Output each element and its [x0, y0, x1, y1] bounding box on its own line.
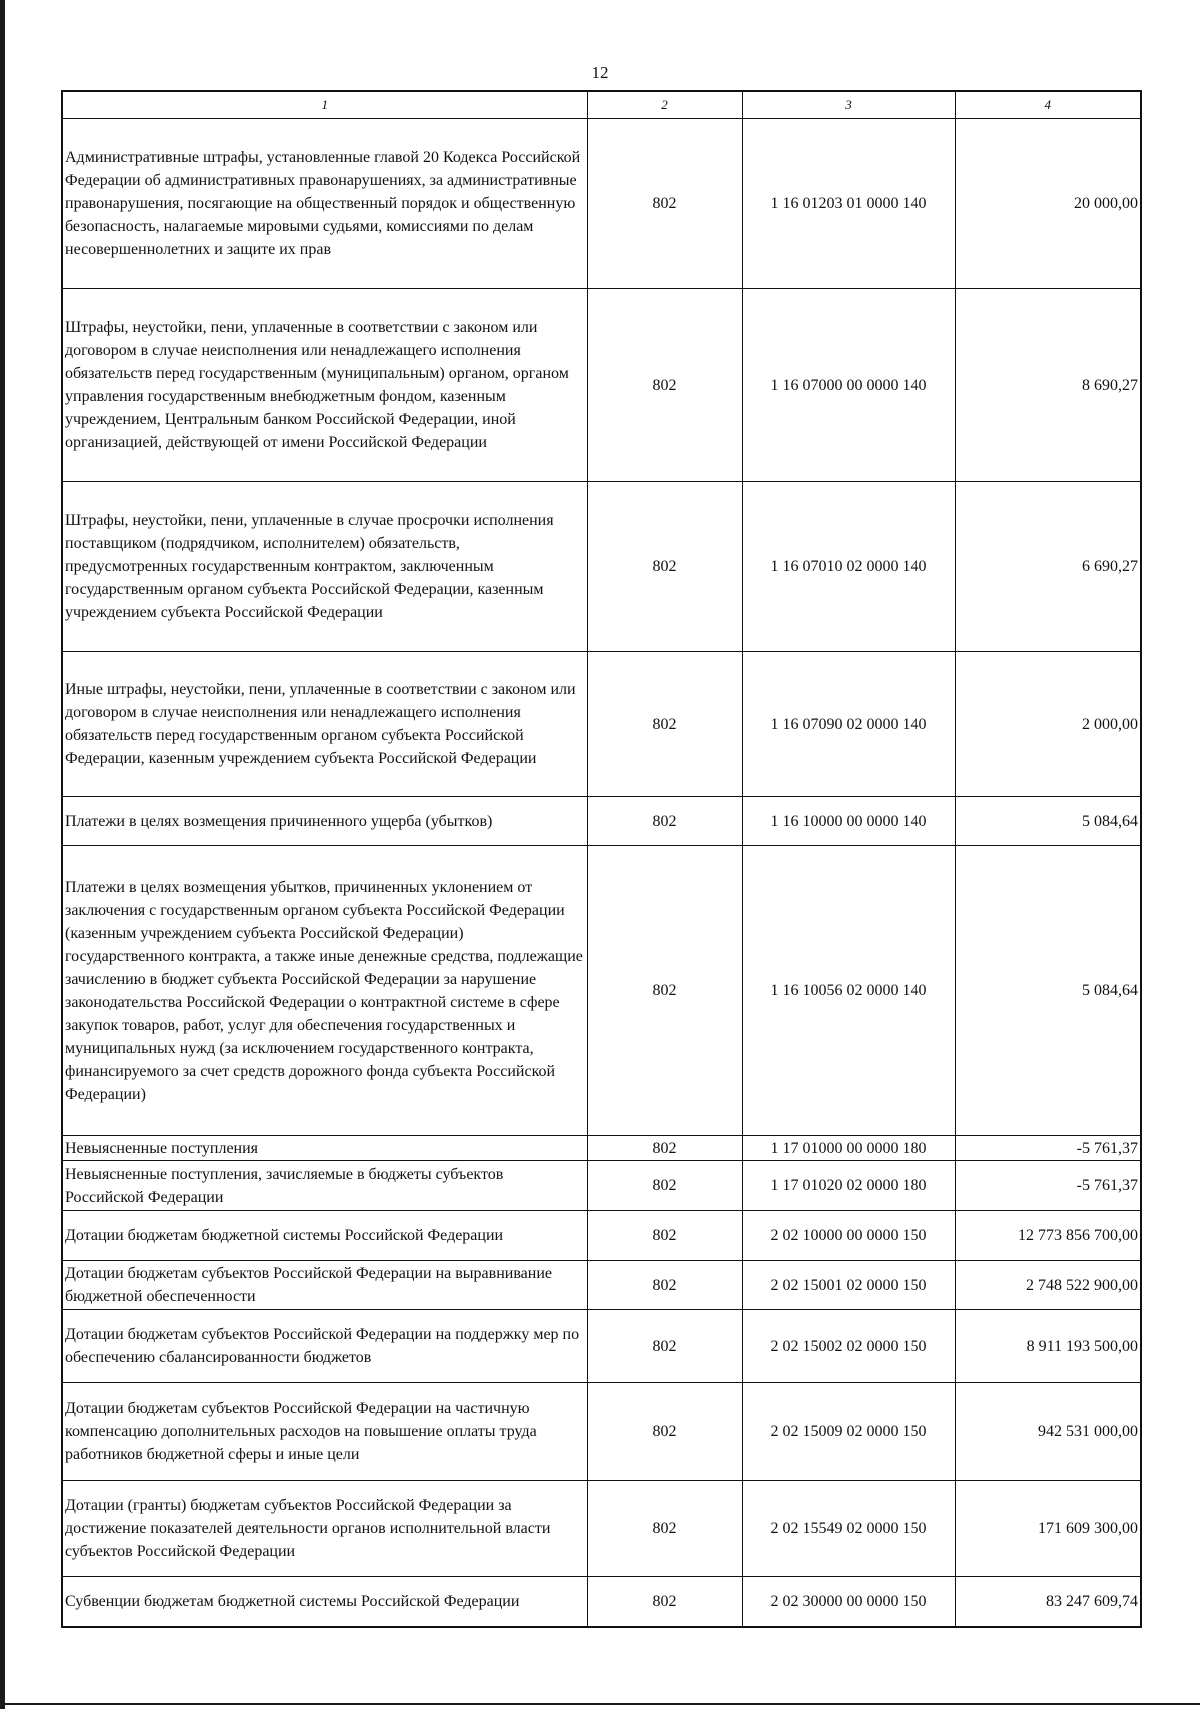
budget-classification-code: 2 02 15009 02 0000 150	[742, 1383, 955, 1481]
budget-classification-code: 2 02 15549 02 0000 150	[742, 1481, 955, 1577]
income-name: Дотации (гранты) бюджетам субъектов Российской Федерации за достижение показателей деятельности органов исполнительной власти субъектов Российской Федерации	[62, 1481, 587, 1577]
budget-classification-code: 1 16 10056 02 0000 140	[742, 846, 955, 1136]
admin-code: 802	[587, 289, 742, 482]
admin-code: 802	[587, 119, 742, 289]
table-row	[62, 1261, 1141, 1310]
amount: 2 000,00	[955, 652, 1141, 797]
table-row	[62, 1310, 1141, 1383]
table-row	[62, 1211, 1141, 1261]
table-row	[62, 846, 1141, 1136]
page-number: 12	[591, 63, 609, 82]
scan-edge-left	[0, 0, 5, 1709]
table-row	[62, 119, 1141, 289]
amount: 20 000,00	[955, 119, 1141, 289]
budget-classification-code: 2 02 30000 00 0000 150	[742, 1577, 955, 1627]
table-row	[62, 652, 1141, 797]
budget-classification-code: 1 16 07010 02 0000 140	[742, 482, 955, 652]
table-row	[62, 797, 1141, 846]
admin-code: 802	[587, 1211, 742, 1261]
admin-code: 802	[587, 1310, 742, 1383]
scan-edge-bottom	[0, 1703, 1200, 1705]
amount: 942 531 000,00	[955, 1383, 1141, 1481]
budget-classification-code: 1 16 07000 00 0000 140	[742, 289, 955, 482]
table-header-row	[62, 91, 1141, 119]
column-number-4: 4	[955, 91, 1141, 119]
column-number-1: 1	[62, 91, 587, 119]
amount: 83 247 609,74	[955, 1577, 1141, 1627]
budget-classification-code: 2 02 15002 02 0000 150	[742, 1310, 955, 1383]
income-name: Дотации бюджетам субъектов Российской Федерации на частичную компенсацию дополнительных расходов на повышение оплаты труда работников бюджетной сферы и иные цели	[62, 1383, 587, 1481]
budget-classification-code: 1 16 07090 02 0000 140	[742, 652, 955, 797]
amount: -5 761,37	[955, 1136, 1141, 1161]
budget-classification-code: 2 02 10000 00 0000 150	[742, 1211, 955, 1261]
amount: 8 911 193 500,00	[955, 1310, 1141, 1383]
income-name: Штрафы, неустойки, пени, уплаченные в соответствии с законом или договором в случае неисполнения или ненадлежащего исполнения обязательств перед государственным (муниципальным) органом, органом управления государственным внебюджетным фондом, казенным учреждением, Центральным банком Российской Федерации, иной организацией, действующей от имени Российской Федерации	[62, 289, 587, 482]
amount: 6 690,27	[955, 482, 1141, 652]
budget-classification-code: 1 16 01203 01 0000 140	[742, 119, 955, 289]
table-row	[62, 1383, 1141, 1481]
amount: 8 690,27	[955, 289, 1141, 482]
admin-code: 802	[587, 1577, 742, 1627]
admin-code: 802	[587, 482, 742, 652]
table-row	[62, 1481, 1141, 1577]
admin-code: 802	[587, 1161, 742, 1211]
income-name: Невыясненные поступления, зачисляемые в бюджеты субъектов Российской Федерации	[62, 1161, 587, 1211]
income-name: Субвенции бюджетам бюджетной системы Российской Федерации	[62, 1577, 587, 1627]
admin-code: 802	[587, 1383, 742, 1481]
admin-code: 802	[587, 846, 742, 1136]
income-name: Дотации бюджетам субъектов Российской Федерации на выравнивание бюджетной обеспеченности	[62, 1261, 587, 1310]
income-name: Административные штрафы, установленные главой 20 Кодекса Российской Федерации об административных правонарушениях, за административные правонарушения, посягающие на общественный порядок и общественную безопасность, налагаемые мировыми судьями, комиссиями по делам несовершеннолетних и защите их прав	[62, 119, 587, 289]
table-row	[62, 1161, 1141, 1211]
admin-code: 802	[587, 1261, 742, 1310]
table-row	[62, 482, 1141, 652]
table-row	[62, 1136, 1141, 1161]
admin-code: 802	[587, 1481, 742, 1577]
column-number-2: 2	[587, 91, 742, 119]
budget-table	[61, 90, 1142, 1628]
budget-classification-code: 1 17 01020 02 0000 180	[742, 1161, 955, 1211]
table-row	[62, 289, 1141, 482]
income-name: Дотации бюджетам субъектов Российской Федерации на поддержку мер по обеспечению сбалансированности бюджетов	[62, 1310, 587, 1383]
admin-code: 802	[587, 1136, 742, 1161]
income-name: Дотации бюджетам бюджетной системы Российской Федерации	[62, 1211, 587, 1261]
amount: -5 761,37	[955, 1161, 1141, 1211]
budget-classification-code: 2 02 15001 02 0000 150	[742, 1261, 955, 1310]
admin-code: 802	[587, 652, 742, 797]
table-row	[62, 1577, 1141, 1627]
income-name: Платежи в целях возмещения причиненного ущерба (убытков)	[62, 797, 587, 846]
amount: 171 609 300,00	[955, 1481, 1141, 1577]
amount: 5 084,64	[955, 797, 1141, 846]
income-name: Иные штрафы, неустойки, пени, уплаченные в соответствии с законом или договором в случае неисполнения или ненадлежащего исполнения обязательств перед государственным органом субъекта Российской Федерации, казенным учреждением субъекта Российской Федерации	[62, 652, 587, 797]
amount: 12 773 856 700,00	[955, 1211, 1141, 1261]
income-name: Платежи в целях возмещения убытков, причиненных уклонением от заключения с государственным органом субъекта Российской Федерации (казенным учреждением субъекта Российской Федерации) государственного контракта, а также иные денежные средства, подлежащие зачислению в бюджет субъекта Российской Федерации за нарушение законодательства Российской Федерации о контрактной системе в сфере закупок товаров, работ, услуг для обеспечения государственных и муниципальных нужд (за исключением государственного контракта, финансируемого за счет средств дорожного фонда субъекта Российской Федерации)	[62, 846, 587, 1136]
income-name: Штрафы, неустойки, пени, уплаченные в случае просрочки исполнения поставщиком (подрядчиком, исполнителем) обязательств, предусмотренных государственным контрактом, заключенным государственным органом субъекта Российской Федерации, казенным учреждением субъекта Российской Федерации	[62, 482, 587, 652]
budget-classification-code: 1 16 10000 00 0000 140	[742, 797, 955, 846]
amount: 5 084,64	[955, 846, 1141, 1136]
admin-code: 802	[587, 797, 742, 846]
budget-classification-code: 1 17 01000 00 0000 180	[742, 1136, 955, 1161]
income-name: Невыясненные поступления	[62, 1136, 587, 1161]
column-number-3: 3	[742, 91, 955, 119]
amount: 2 748 522 900,00	[955, 1261, 1141, 1310]
